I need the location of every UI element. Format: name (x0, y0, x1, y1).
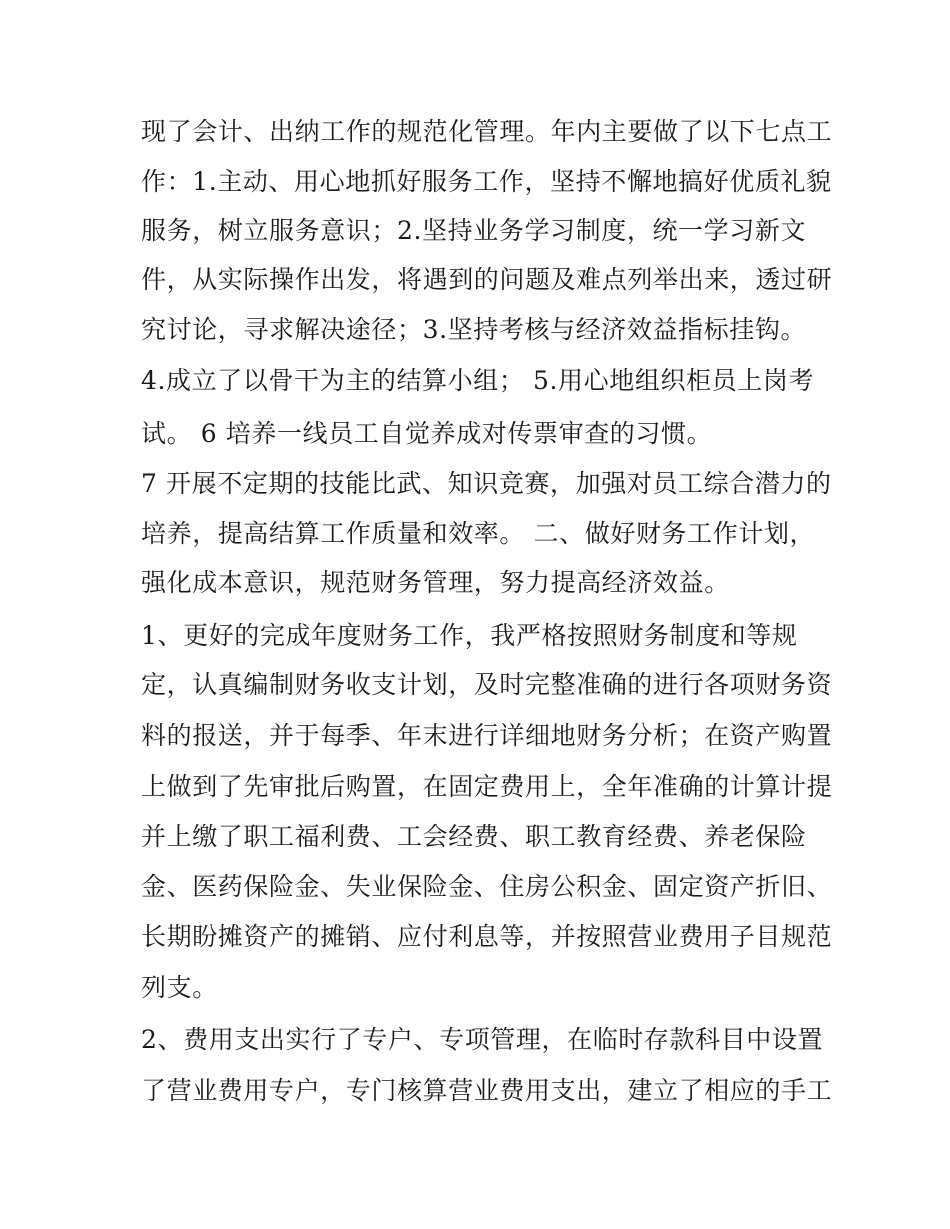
text-line-8: 7 开展不定期的技能比武、知识竞赛，加强对员工综合潜力的 (141, 469, 832, 498)
text-line-1: 现了会计、出纳工作的规范化管理。年内主要做了以下七点工 (141, 117, 833, 146)
text-line-11: 1、更好的完成年度财务工作，我严格按照财务制度和等规 (141, 621, 798, 650)
text-line-15: 并上缴了职工福利费、工会经费、职工教育经费、养老保险 (141, 822, 807, 851)
text-line-4: 件，从实际操作出发，将遇到的问题及难点列举出来，透过研 (141, 265, 833, 294)
text-line-5: 究讨论，寻求解决途径；3.坚持考核与经济效益指标挂钩。 (141, 315, 807, 344)
text-line-3: 服务，树立服务意识；2.坚持业务学习制度，统一学习新文 (141, 216, 807, 245)
text-line-17: 长期盼摊资产的摊销、应付利息等，并按照营业费用子目规范 (141, 922, 833, 951)
text-line-13: 料的报送，并于每季、年末进行详细地财务分析；在资产购置 (141, 721, 833, 750)
text-line-9: 培养，提高结算工作质量和效率。 二、做好财务工作计划， (141, 519, 816, 548)
text-line-19: 2、费用支出实行了专户、专项管理，在临时存款科目中设置 (141, 1025, 824, 1054)
text-line-12: 定，认真编制财务收支计划，及时完整准确的进行各项财务资 (141, 670, 833, 699)
text-line-18: 列支。 (141, 973, 218, 1002)
text-line-10: 强化成本意识，规范财务管理，努力提高经济效益。 (141, 568, 730, 597)
text-line-6: 4.成立了以骨干为主的结算小组； 5.用心地组织柜员上岗考 (141, 366, 815, 395)
text-line-16: 金、医药保险金、失业保险金、住房公积金、固定资产折旧、 (141, 872, 833, 901)
text-line-20: 了营业费用专户，专门核算营业费用支出，建立了相应的手工 (141, 1076, 833, 1105)
text-line-2: 作：1.主动、用心地抓好服务工作，坚持不懈地搞好优质礼貌 (141, 167, 832, 196)
text-line-14: 上做到了先审批后购置，在固定费用上，全年准确的计算计提 (141, 772, 833, 801)
text-line-7: 试。 6 培养一线员工自觉养成对传票审查的习惯。 (141, 419, 713, 448)
